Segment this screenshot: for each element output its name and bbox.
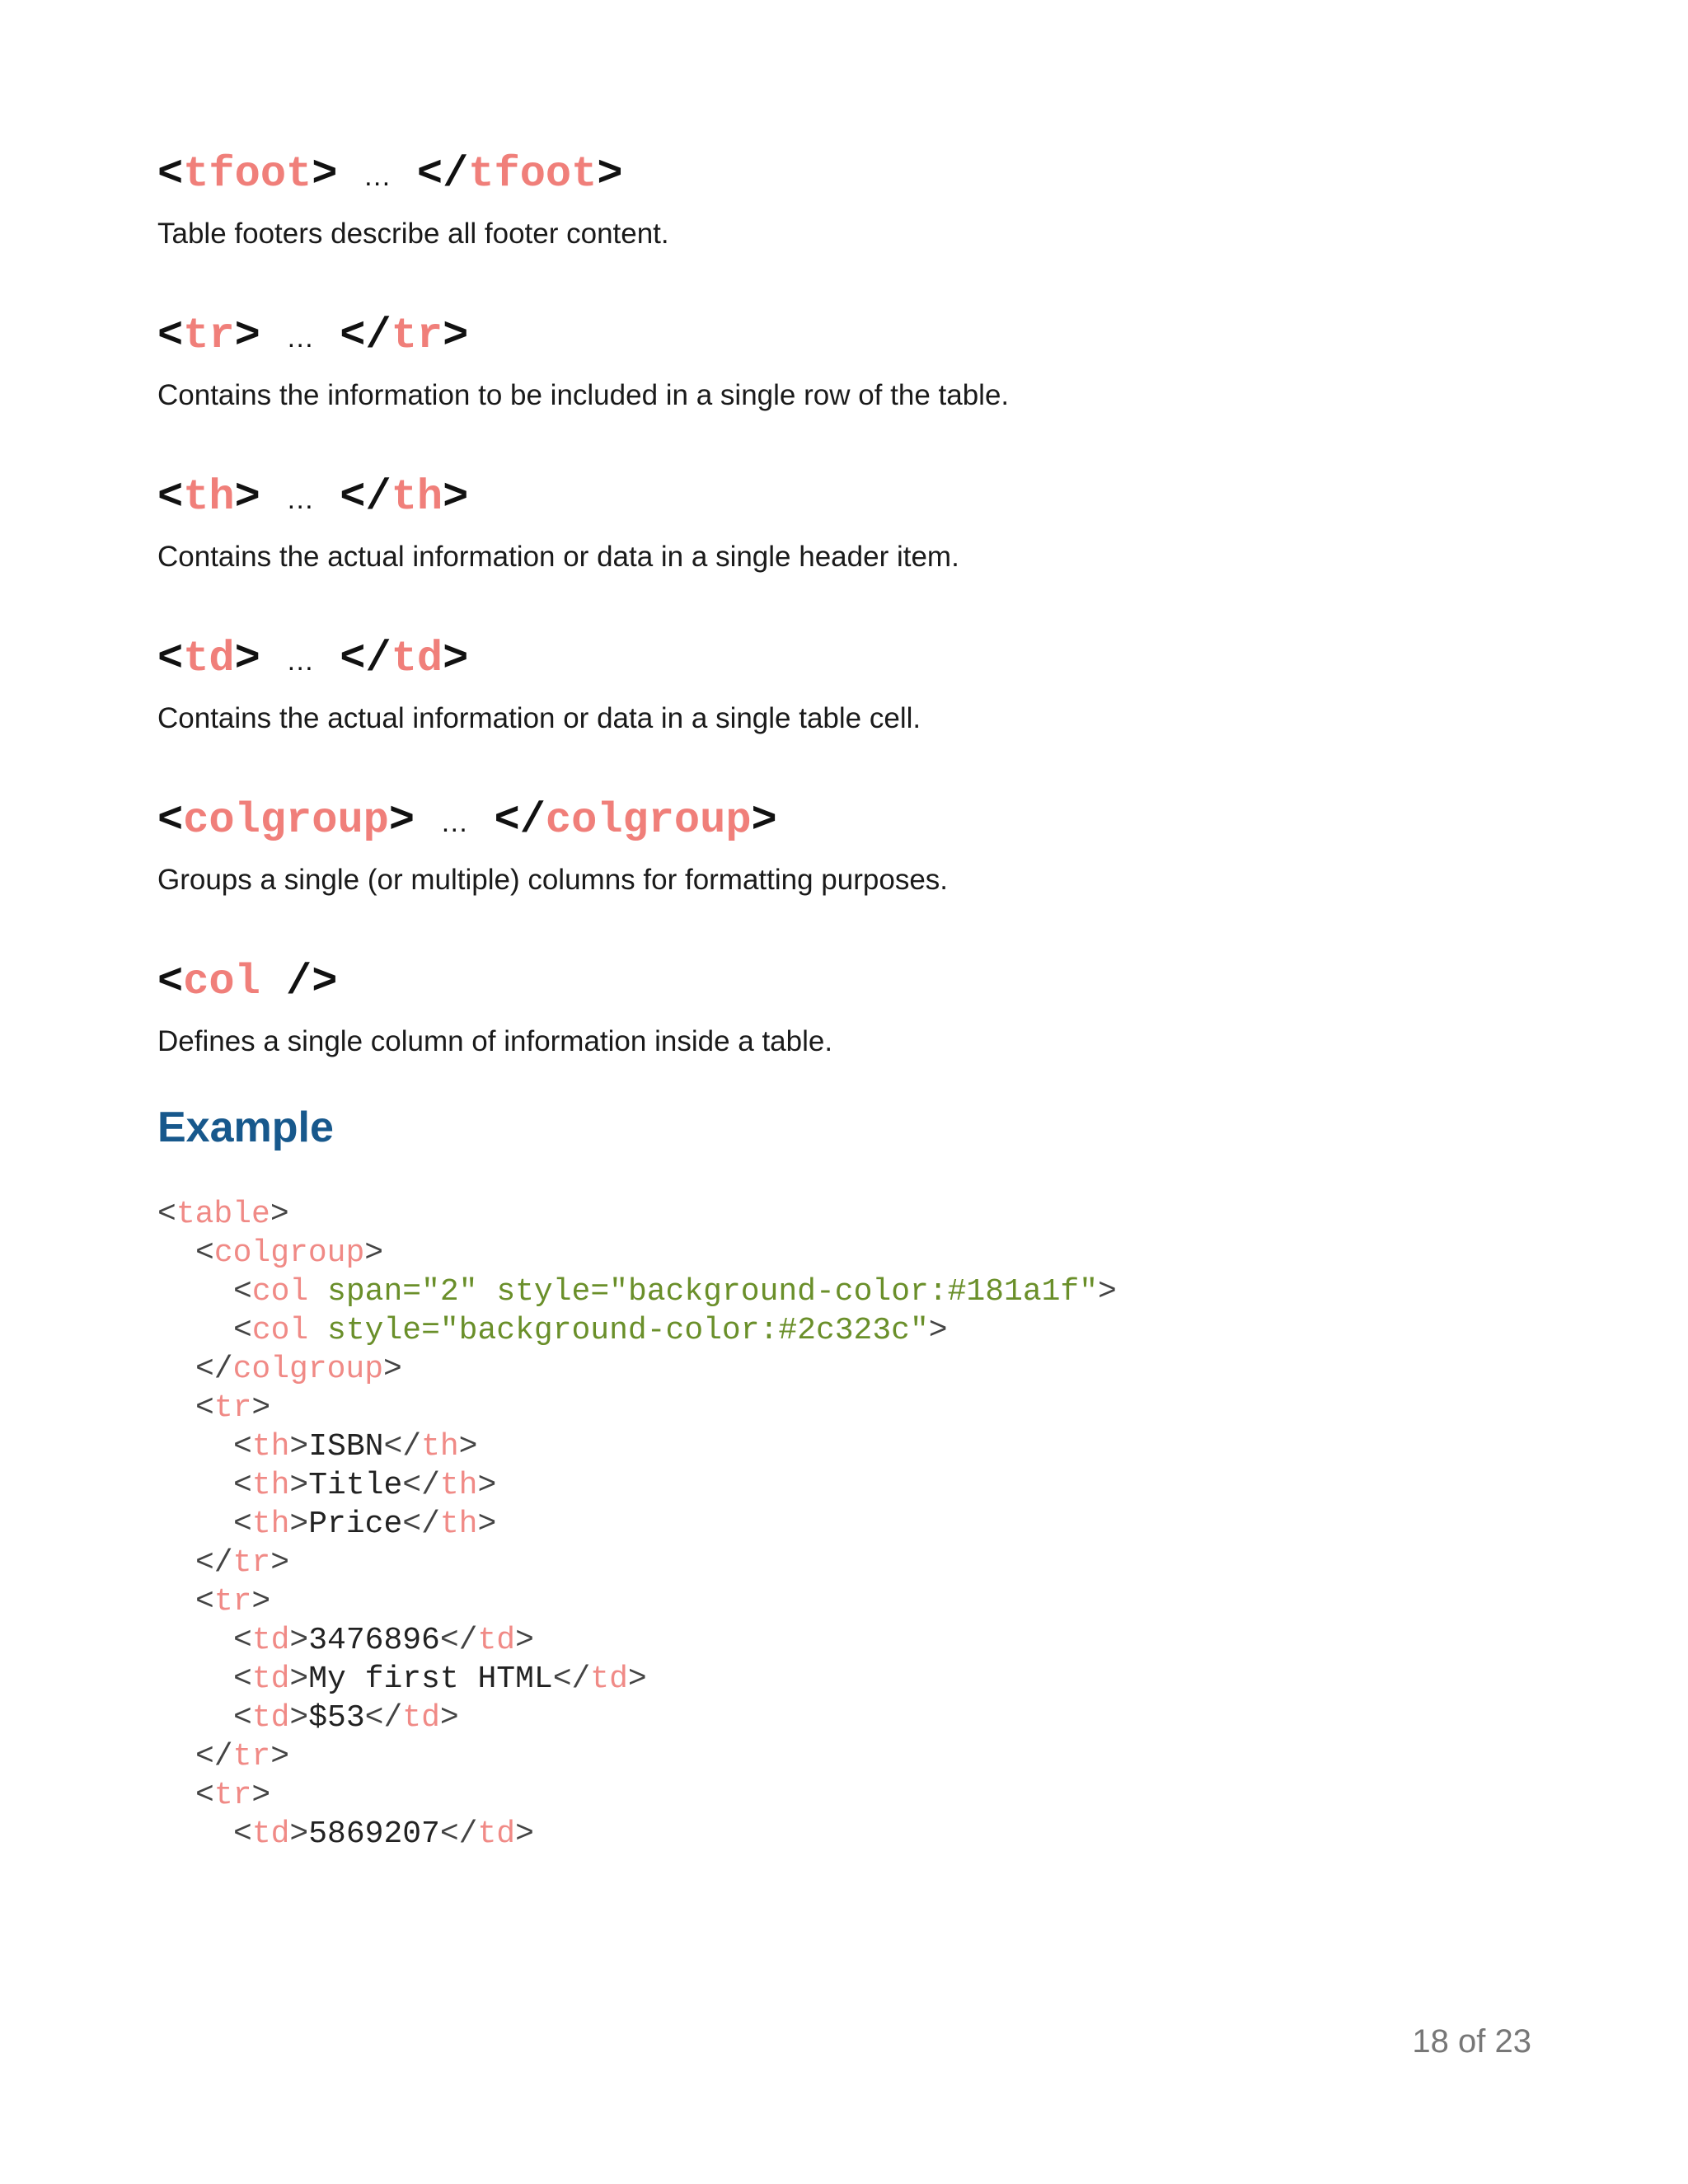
code-punctuation: < (195, 1390, 214, 1426)
ellipsis: … (440, 807, 469, 838)
code-tag-name: th (251, 1468, 290, 1503)
code-punctuation: > (515, 1816, 534, 1852)
code-punctuation: > (289, 1661, 309, 1697)
code-punctuation: </ (364, 1700, 403, 1736)
code-tag-name: col (251, 1274, 309, 1310)
code-tag-name: tr (232, 1545, 271, 1581)
tag-name-close: th (391, 473, 443, 522)
code-punctuation: </ (402, 1468, 440, 1503)
tag-bracket: < (157, 635, 184, 683)
code-line (157, 1621, 1559, 1660)
code-punctuation (478, 1274, 497, 1310)
page-number: 18 of 23 (1412, 2023, 1531, 2060)
tag-bracket: > (443, 635, 469, 683)
code-attribute: style= (496, 1274, 610, 1310)
tag-name-open: td (183, 635, 235, 683)
code-punctuation: > (289, 1468, 309, 1503)
code-punctuation: > (270, 1197, 289, 1232)
code-punctuation: > (289, 1700, 309, 1736)
code-tag-name: td (251, 1816, 290, 1852)
code-tag-name: col (251, 1313, 309, 1348)
code-punctuation: > (289, 1429, 309, 1465)
code-line (157, 1466, 1559, 1505)
code-text: $53 (308, 1700, 365, 1736)
code-punctuation: </ (195, 1545, 233, 1581)
tag-bracket: > (597, 150, 623, 199)
tag-bracket: < (157, 958, 184, 1006)
code-tag-name: tr (213, 1584, 252, 1619)
code-line (157, 1660, 1559, 1699)
code-punctuation: < (195, 1235, 214, 1271)
tag-name-open: tr (183, 312, 235, 360)
tag-heading (157, 310, 1559, 363)
code-punctuation: > (289, 1507, 309, 1542)
code-punctuation: < (195, 1584, 214, 1619)
code-text: Title (308, 1468, 403, 1503)
code-tag-name: td (477, 1816, 516, 1852)
tag-bracket: > (388, 796, 441, 845)
code-line (157, 1234, 1559, 1272)
tag-name-close: colgroup (545, 796, 752, 845)
tag-bracket: > (443, 473, 469, 522)
tag-bracket: </ (314, 473, 392, 522)
code-punctuation: > (270, 1739, 290, 1774)
tag-entry-tfoot (157, 148, 1559, 252)
code-tag-name: tr (213, 1390, 252, 1426)
code-line (157, 1505, 1559, 1544)
code-punctuation: </ (195, 1352, 233, 1387)
code-punctuation (308, 1313, 327, 1348)
tag-bracket: < (157, 473, 184, 522)
tag-bracket: </ (314, 635, 392, 683)
code-punctuation: < (233, 1700, 252, 1736)
tag-name-close: td (391, 635, 443, 683)
code-line (157, 1737, 1559, 1776)
tag-description: Contains the actual information or data in a single header item. (157, 541, 959, 573)
tag-bracket: < (157, 150, 184, 199)
code-punctuation: > (439, 1700, 459, 1736)
code-tag-name: th (439, 1468, 478, 1503)
code-tag-name: td (251, 1623, 290, 1658)
code-punctuation: </ (195, 1739, 233, 1774)
tag-bracket: > (751, 796, 777, 845)
code-attribute-value: "background-color:#2c323c" (439, 1313, 929, 1348)
code-punctuation: < (233, 1468, 252, 1503)
code-tag-name: colgroup (213, 1235, 365, 1271)
page-content (157, 148, 1559, 1854)
tag-bracket: > (234, 635, 287, 683)
code-punctuation: > (515, 1623, 534, 1658)
tag-entry-col (157, 956, 1559, 1060)
tag-description: Groups a single (or multiple) columns for formatting purposes. (157, 864, 949, 896)
code-punctuation: < (233, 1274, 252, 1310)
code-attribute: style= (327, 1313, 440, 1348)
code-example (157, 1195, 1559, 1854)
code-tag-name: td (251, 1700, 290, 1736)
code-punctuation: > (251, 1778, 271, 1813)
tag-bracket: > (443, 312, 469, 360)
tag-heading (157, 633, 1559, 686)
code-attribute-value: "2" (421, 1274, 478, 1310)
code-text: 5869207 (308, 1816, 440, 1852)
code-punctuation: < (233, 1661, 252, 1697)
tag-name-close: tfoot (468, 150, 598, 199)
code-punctuation: </ (439, 1816, 478, 1852)
tag-heading (157, 148, 1559, 201)
example-heading: Example (157, 1104, 334, 1151)
tag-name-open: col (183, 958, 260, 1006)
tag-description: Table footers describe all footer content. (157, 218, 669, 250)
tag-entry-th (157, 471, 1559, 575)
code-punctuation: > (289, 1816, 309, 1852)
code-punctuation: </ (383, 1429, 422, 1465)
code-tag-name: td (251, 1661, 290, 1697)
tag-heading (157, 471, 1559, 524)
code-text: 3476896 (308, 1623, 440, 1658)
code-text: ISBN (308, 1429, 384, 1465)
code-punctuation: </ (439, 1623, 478, 1658)
code-line (157, 1311, 1559, 1350)
tag-entry-td (157, 633, 1559, 737)
ellipsis: … (363, 161, 392, 192)
code-punctuation: > (270, 1545, 290, 1581)
code-attribute-value: "background-color:#181a1f" (609, 1274, 1099, 1310)
code-punctuation: < (233, 1313, 252, 1348)
code-tag-name: th (439, 1507, 478, 1542)
code-punctuation: > (627, 1661, 647, 1697)
tag-name-open: tfoot (183, 150, 312, 199)
code-tag-name: td (402, 1700, 440, 1736)
code-punctuation: > (289, 1623, 309, 1658)
code-punctuation: < (157, 1197, 176, 1232)
code-punctuation: > (1098, 1274, 1117, 1310)
code-line (157, 1389, 1559, 1427)
code-punctuation: > (477, 1468, 497, 1503)
code-line (157, 1272, 1559, 1311)
code-tag-name: tr (213, 1778, 252, 1813)
tag-bracket: < (157, 796, 184, 845)
tag-entry-colgroup (157, 794, 1559, 898)
tag-heading (157, 794, 1559, 847)
tag-description: Contains the actual information or data in a single table cell. (157, 702, 921, 734)
code-tag-name: tr (232, 1739, 271, 1774)
code-punctuation: > (251, 1390, 271, 1426)
code-punctuation: > (458, 1429, 478, 1465)
code-punctuation: < (195, 1778, 214, 1813)
code-tag-name: table (176, 1197, 270, 1232)
code-tag-name: th (251, 1429, 290, 1465)
tag-entry-tr (157, 310, 1559, 414)
code-punctuation: < (233, 1507, 252, 1542)
tag-bracket: < (157, 312, 184, 360)
code-attribute: span= (327, 1274, 422, 1310)
tag-bracket: </ (468, 796, 546, 845)
tag-bracket: </ (391, 150, 469, 199)
code-tag-name: th (251, 1507, 290, 1542)
code-text: Price (308, 1507, 403, 1542)
tag-bracket: </ (314, 312, 392, 360)
code-line (157, 1815, 1559, 1854)
code-line (157, 1350, 1559, 1389)
ellipsis: … (286, 484, 315, 515)
code-line (157, 1427, 1559, 1466)
code-punctuation: > (364, 1235, 384, 1271)
code-punctuation: > (477, 1507, 497, 1542)
code-line (157, 1776, 1559, 1815)
code-text: My first HTML (308, 1661, 553, 1697)
code-line (157, 1195, 1559, 1234)
code-tag-name: colgroup (232, 1352, 384, 1387)
code-tag-name: td (477, 1623, 516, 1658)
code-punctuation: </ (552, 1661, 591, 1697)
tag-reference-list (157, 148, 1559, 1060)
code-line (157, 1699, 1559, 1737)
code-punctuation: < (233, 1429, 252, 1465)
tag-description: Defines a single column of information inside a table. (157, 1025, 833, 1057)
tag-bracket: > (234, 312, 287, 360)
tag-name-open: th (183, 473, 235, 522)
code-punctuation: > (383, 1352, 402, 1387)
code-tag-name: th (421, 1429, 459, 1465)
code-tag-name: td (590, 1661, 628, 1697)
code-line (157, 1544, 1559, 1582)
code-punctuation (308, 1274, 327, 1310)
code-punctuation: </ (402, 1507, 440, 1542)
code-punctuation: > (928, 1313, 948, 1348)
tag-bracket: > (234, 473, 287, 522)
code-punctuation: < (233, 1816, 252, 1852)
tag-bracket: /> (260, 958, 338, 1006)
ellipsis: … (286, 645, 315, 677)
tag-heading (157, 956, 1559, 1009)
tag-name-open: colgroup (183, 796, 389, 845)
tag-name-close: tr (391, 312, 443, 360)
tag-description: Contains the information to be included in a single row of the table. (157, 379, 1010, 411)
code-punctuation: < (233, 1623, 252, 1658)
code-line (157, 1582, 1559, 1621)
ellipsis: … (286, 322, 315, 354)
tag-bracket: > (312, 150, 363, 199)
code-punctuation: > (251, 1584, 271, 1619)
